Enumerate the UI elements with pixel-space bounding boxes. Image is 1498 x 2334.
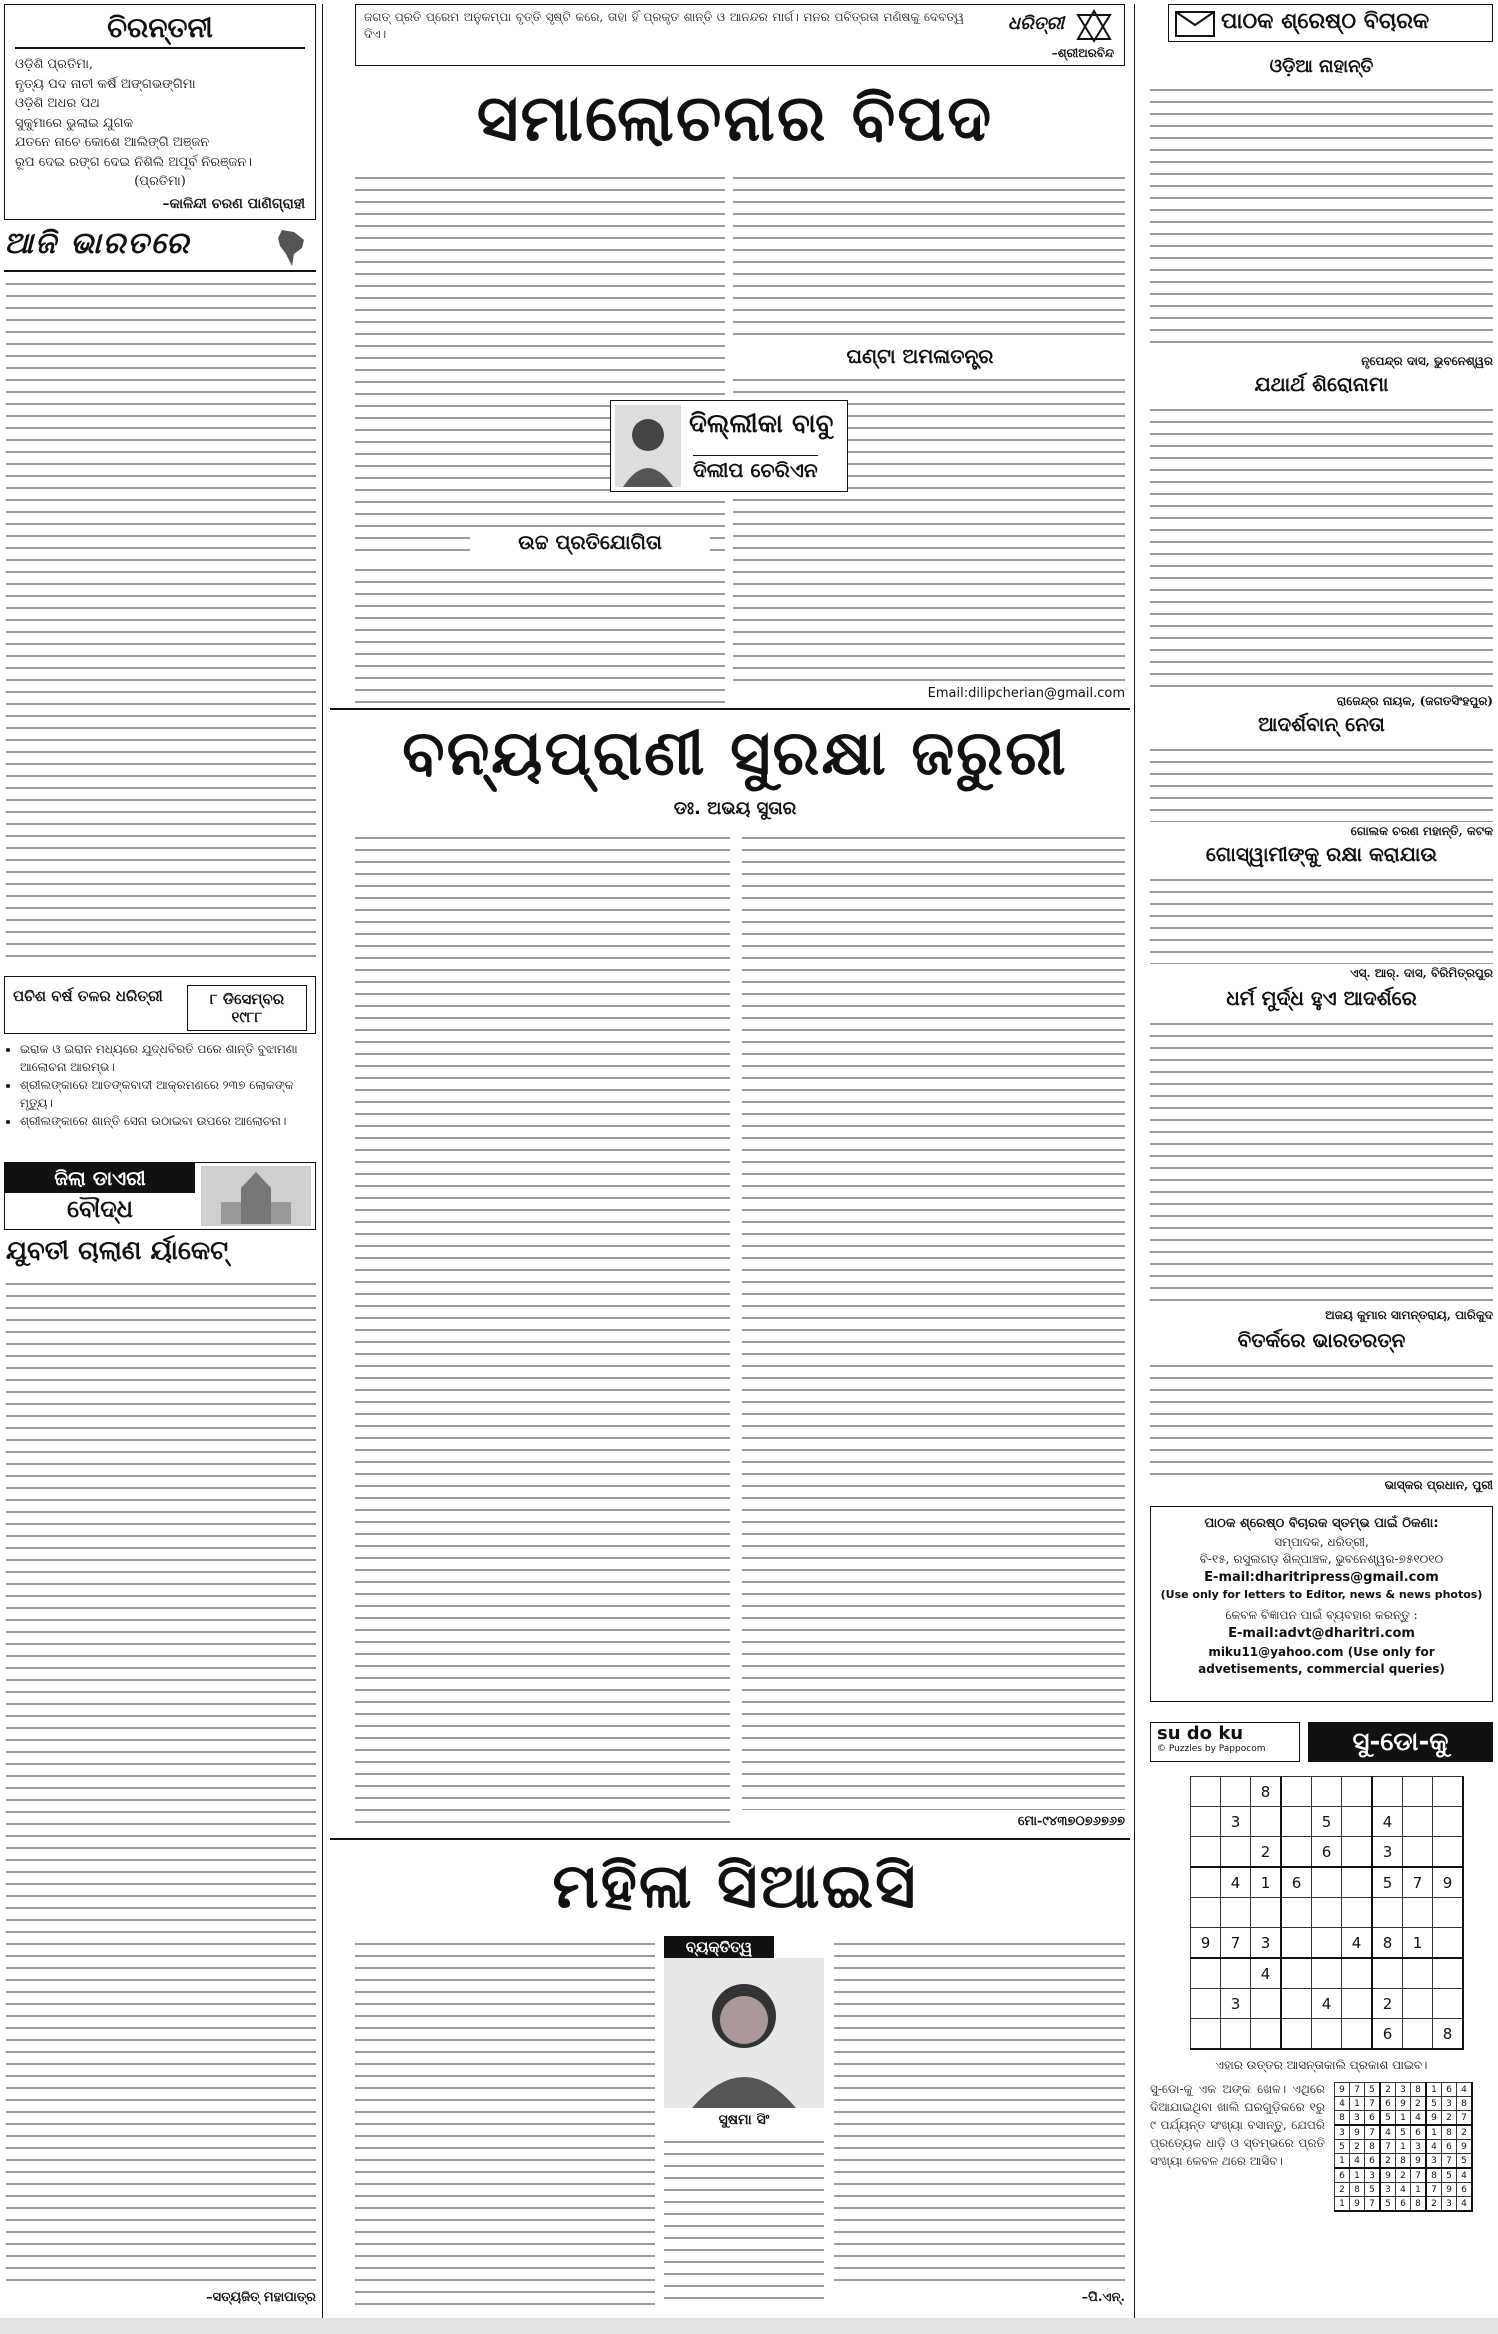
sudoku-cell[interactable]: [1221, 1837, 1251, 1868]
solution-cell: 4: [1335, 2097, 1350, 2111]
sudoku-cell[interactable]: [1342, 1898, 1373, 1928]
sudoku-cell[interactable]: [1221, 1898, 1251, 1928]
contact-ad-label: କେବଳ ବିଜ୍ଞାପନ ପାଇଁ ବ୍ୟବହାର କରନ୍ତୁ :: [1225, 1608, 1418, 1623]
wildlife-sign: ମୋ-୯୪୩୭୦୭୬୭୬୭: [1017, 1814, 1125, 1829]
sudoku-cell[interactable]: 6: [1372, 2019, 1403, 2050]
sudoku-cell[interactable]: [1251, 1989, 1282, 2019]
quote-text: ଜଗତ୍ ପ୍ରତି ପ୍ରେମ ଅନୁକମ୍ପା ବୃତ୍ତି ସୃଷ୍ଟି କରେ, ତାହା ହିଁ ପ୍ରକୃତ ଶାନ୍ତି ଓ ଆନନ୍ଦର ମାର୍ଗ। ମନର ପବିତ୍ରତା ମଣିଷକୁ ଦେବତ୍ୱ ଦିଏ।: [364, 10, 964, 41]
solution-cell: 8: [1365, 2140, 1381, 2154]
sudoku-cell[interactable]: [1403, 1777, 1433, 1807]
solution-cell: 8: [1396, 2154, 1411, 2169]
solution-cell: 7: [1426, 2183, 1442, 2197]
contact-email[interactable]: E-mail:advt@dharitri.com: [1228, 1625, 1415, 1641]
solution-cell: 8: [1442, 2125, 1457, 2140]
mahila-col-1: [355, 1936, 655, 2306]
sudoku-cell[interactable]: [1433, 1807, 1464, 1837]
sudoku-cell[interactable]: 6: [1312, 1837, 1342, 1868]
yuvati-headline: ଯୁବତୀ ଚାଲାଣ ର୍ୟାକେଟ୍: [6, 1236, 229, 1266]
solution-cell: 6: [1411, 2125, 1427, 2140]
sudoku-cell[interactable]: [1372, 1777, 1403, 1807]
sudoku-cell[interactable]: [1312, 2019, 1342, 2050]
temple-photo: [201, 1166, 311, 1226]
solution-cell: 7: [1350, 2083, 1365, 2097]
solution-cell: 5: [1380, 2111, 1396, 2126]
sudoku-cell[interactable]: [1312, 1777, 1342, 1807]
solution-cell: 1: [1350, 2097, 1365, 2111]
mahila-col-2: [664, 2134, 824, 2306]
sudoku-cell[interactable]: 8: [1433, 2019, 1464, 2050]
solution-cell: 3: [1335, 2125, 1350, 2140]
sudoku-cell[interactable]: [1433, 1989, 1464, 2019]
sudoku-cell[interactable]: [1251, 2019, 1282, 2050]
solution-cell: 6: [1380, 2097, 1396, 2111]
contact-address: ବି-୧୫, ରସୁଲଗଡ଼ ଶିଳ୍ପାଞ୍ଚଳ, ଭୁବନେଶ୍ୱର-୭୫୧୦୧୦: [1199, 1552, 1444, 1567]
solution-cell: 2: [1457, 2125, 1473, 2140]
sudoku-cell[interactable]: [1191, 1837, 1221, 1868]
solution-cell: 1: [1396, 2111, 1411, 2126]
solution-cell: 4: [1411, 2111, 1427, 2126]
h-divider: [330, 708, 1130, 710]
sudoku-cell[interactable]: [1342, 1777, 1373, 1807]
news-item: • ଇରାକ ଓ ଇରାନ ମଧ୍ୟରେ ଯୁଦ୍ଧବିରତି ପରେ ଶାନ୍ତି ବୁଝାମଣା ଆଲୋଚନା ଆରମ୍ଭ।: [20, 1040, 316, 1076]
sudoku-cell[interactable]: [1342, 1807, 1373, 1837]
sudoku-cell[interactable]: [1433, 1898, 1464, 1928]
solution-cell: 6: [1442, 2140, 1457, 2154]
page-bottom-strip: [0, 2318, 1498, 2334]
solution-cell: 9: [1350, 2125, 1365, 2140]
dilli-author: ଦିଲୀପ ଚେରିଏନ: [693, 455, 818, 482]
main-col-1b: [355, 562, 725, 710]
solution-cell: 2: [1335, 2183, 1350, 2197]
solution-cell: 4: [1457, 2197, 1473, 2212]
contact-email[interactable]: miku11@yahoo.com (Use only for advetisements, commercial queries): [1198, 1644, 1445, 1677]
letter-sign: ଏସ୍. ଆର୍. ଦାସ, ବିରିମିତ୍ରପୁର: [1350, 966, 1493, 980]
portrait-photo: [664, 1958, 824, 2108]
sudoku-cell[interactable]: [1312, 1867, 1342, 1898]
sudoku-cell[interactable]: [1342, 2019, 1373, 2050]
wildlife-col-1: [355, 830, 730, 1830]
zilla-district: ବୌଦ୍ଧ: [67, 1195, 133, 1223]
solution-cell: 5: [1396, 2125, 1411, 2140]
chirantani-title: ଚିରନ୍ତନୀ: [15, 11, 305, 49]
solution-cell: 7: [1457, 2111, 1473, 2126]
solution-cell: 1: [1335, 2197, 1350, 2212]
sudoku-cell[interactable]: [1342, 1958, 1373, 1989]
sudoku-cell[interactable]: [1312, 1928, 1342, 1959]
sudoku-cell[interactable]: [1403, 1989, 1433, 2019]
twentyfive-years-box: [4, 976, 316, 1034]
sudoku-howto: ସୁ-ଡୋ-କୁ ଏକ ଅଙ୍କ ଖେଳ। ଏଥିରେ ଦିଆଯାଇଥିବା ଖାଲି ଘରଗୁଡ଼ିକରେ ୧ରୁ ୯ ପର୍ଯ୍ୟନ୍ତ ସଂଖ୍ୟା ବସାନ୍ତୁ, ଯେପରି ପ୍ରତ୍ୟେକ ଧାଡ଼ି ଓ ସ୍ତମ୍ଭରେ ପ୍ରତି ସଂଖ୍ୟା କେବଳ ଥରେ ଆସିବ।: [1150, 2082, 1325, 2168]
sudoku-cell[interactable]: [1251, 1807, 1282, 1837]
sudoku-cell[interactable]: [1372, 1898, 1403, 1928]
chirantani-box: [4, 4, 316, 220]
mahila-sign: –ପି.ଏନ୍.: [1081, 2290, 1125, 2305]
twentyfive-date: ୮ ଡିସେମ୍ବର ୧୯୮୮: [187, 985, 307, 1031]
wildlife-byline: ଡଃ. ଅଭୟ ସୁତାର: [673, 798, 797, 819]
sudoku-cell[interactable]: [1191, 1867, 1221, 1898]
main-headline: ସମାଲୋଚନାର ବିପଦ: [476, 82, 994, 156]
sudoku-cell[interactable]: [1221, 1777, 1251, 1807]
solution-cell: 6: [1457, 2183, 1473, 2197]
solution-cell: 6: [1335, 2168, 1350, 2183]
zilla-diary-title: ଜିଲା ଡାଏରୀ: [5, 1163, 195, 1193]
star-emblem-icon: [1074, 9, 1114, 43]
solution-cell: 9: [1380, 2168, 1396, 2183]
sudoku-cell[interactable]: [1191, 1989, 1221, 2019]
poem-author: –କାଳିନ୍ଦୀ ଚରଣ ପାଣିଗ୍ରାହୀ: [162, 195, 305, 212]
mahila-badge: ବ୍ୟକ୍ତିତ୍ୱ: [664, 1936, 774, 1958]
sudoku-cell[interactable]: 3: [1221, 1989, 1251, 2019]
news-item: • ଶ୍ରୀଲଙ୍କାରେ ଶାନ୍ତି ସେନା ଉଠାଇବା ଉପରେ ଆଲୋଚନା।: [20, 1112, 316, 1130]
letter-body: [1150, 742, 1493, 822]
solution-cell: 4: [1426, 2140, 1442, 2154]
solution-cell: 1: [1396, 2140, 1411, 2154]
sudoku-cell[interactable]: [1372, 1958, 1403, 1989]
columnist-photo: [615, 405, 681, 487]
sudoku-cell[interactable]: [1281, 1898, 1312, 1928]
sudoku-cell[interactable]: [1403, 1837, 1433, 1868]
letter-sign: ଅଜୟ କୁମାର ସାମନ୍ତରାୟ, ପାରିକୁଦ: [1325, 1308, 1493, 1322]
solution-cell: 9: [1350, 2197, 1365, 2212]
solution-cell: 5: [1442, 2168, 1457, 2183]
wildlife-col-2: [742, 830, 1125, 1810]
letters-title: ପାଠକ ଶ୍ରେଷ୍ଠ ବିଚାରକ: [1221, 9, 1430, 34]
sudoku-cell[interactable]: 1: [1403, 1928, 1433, 1959]
sudoku-cell[interactable]: 9: [1191, 1928, 1221, 1959]
solution-cell: 9: [1442, 2183, 1457, 2197]
solution-cell: 7: [1411, 2168, 1427, 2183]
mahila-headline: ମହିଳା ସିଆଇସି: [552, 1849, 918, 1922]
sudoku-cell[interactable]: [1403, 1958, 1433, 1989]
sudoku-cell[interactable]: 1: [1251, 1867, 1282, 1898]
poem-line: ଓଡ଼ିଶି ଅଧର ପଥ: [15, 96, 100, 111]
solution-cell: 4: [1457, 2083, 1473, 2097]
solution-cell: 7: [1380, 2140, 1396, 2154]
sudoku-cell[interactable]: [1281, 2019, 1312, 2050]
solution-cell: 8: [1411, 2197, 1427, 2212]
poem-line: ରୂପ ଦେଇ ରଙ୍ଗ ଦେଇ ନିଶିଲି ଅପୂର୍ବ ନିରଞ୍ଜନ।: [15, 154, 253, 170]
letter-title: ଯଥାର୍ଥ ଶିରୋନାମା: [1254, 372, 1389, 396]
subhead-ucha: ଉଚ୍ଚ ପ୍ରତିଯୋଗିତା: [470, 530, 710, 554]
india-map-icon: [274, 228, 310, 268]
letter-title: ଓଡ଼ିଆ ନାହାନ୍ତି: [1269, 56, 1374, 77]
sudoku-credit: © Puzzles by Pappocom: [1157, 1744, 1266, 1754]
solution-cell: 4: [1350, 2154, 1365, 2169]
solution-cell: 3: [1380, 2183, 1396, 2197]
solution-cell: 4: [1457, 2168, 1473, 2183]
sudoku-cell[interactable]: [1191, 1777, 1221, 1807]
sudoku-cell[interactable]: 6: [1281, 1867, 1312, 1898]
poem-line: ଓଡ଼ିଶି ପ୍ରତିମା,: [15, 57, 94, 72]
solution-cell: 5: [1380, 2197, 1396, 2212]
column-divider: [1134, 4, 1135, 2324]
news-item: • ଶ୍ରୀଲଙ୍କାରେ ଆତଙ୍କବାଦୀ ଆକ୍ରମଣରେ ୨୩୭ ଲୋକଙ୍କ ମୃତ୍ୟୁ।: [20, 1076, 316, 1112]
contact-intro: ପାଠକ ଶ୍ରେଷ୍ଠ ବିଚାରକ ସ୍ତମ୍ଭ ପାଇଁ ଠିକଣା:: [1204, 1516, 1439, 1531]
solution-cell: 8: [1335, 2111, 1350, 2126]
sudoku-cell[interactable]: [1221, 2019, 1251, 2050]
contact-box: [1150, 1506, 1493, 1702]
sudoku-cell[interactable]: [1403, 2019, 1433, 2050]
sudoku-cell[interactable]: 2: [1372, 1989, 1403, 2019]
contact-email-note: (Use only for letters to Editor, news & news photos): [1160, 1588, 1483, 1602]
solution-cell: 6: [1365, 2154, 1381, 2169]
solution-cell: 1: [1350, 2168, 1365, 2183]
wildlife-headline: ବନ୍ୟପ୍ରାଣୀ ସୁରକ୍ଷା ଜରୁରୀ: [402, 716, 1068, 789]
sudoku-title: ସୁ-ଡୋ-କୁ: [1308, 1722, 1493, 1762]
sudoku-cell[interactable]: 3: [1221, 1807, 1251, 1837]
solution-cell: 2: [1442, 2111, 1457, 2126]
sudoku-cell[interactable]: 5: [1312, 1807, 1342, 1837]
sudoku-cell[interactable]: [1312, 1898, 1342, 1928]
twentyfive-label: ପଚିଶ ବର୍ଷ ତଳର ଧରିତ୍ରୀ: [13, 987, 163, 1005]
sudoku-cell[interactable]: 8: [1372, 1928, 1403, 1959]
yuvati-body: [6, 1276, 316, 2286]
sudoku-cell[interactable]: [1433, 1777, 1464, 1807]
sudoku-cell[interactable]: [1191, 1898, 1221, 1928]
sudoku-cell[interactable]: [1403, 1807, 1433, 1837]
solution-cell: 9: [1396, 2097, 1411, 2111]
mahila-photo-box: [664, 1936, 824, 2126]
solution-cell: 2: [1396, 2168, 1411, 2183]
solution-cell: 1: [1426, 2125, 1442, 2140]
sudoku-cell[interactable]: 7: [1403, 1867, 1433, 1898]
letter-sign: ରାଜେନ୍ଦ୍ର ନାୟକ, (ଜଗତସିଂହପୁର): [1336, 694, 1493, 708]
letters-header: [1168, 4, 1493, 42]
sudoku-cell[interactable]: 2: [1251, 1837, 1282, 1868]
sudoku-brand: su do ku: [1157, 1723, 1244, 1744]
letter-sign: ଭାସ୍କର ପ୍ରଧାନ, ପୁରୀ: [1384, 1478, 1493, 1492]
solution-cell: 3: [1442, 2097, 1457, 2111]
sudoku-cell[interactable]: [1281, 1989, 1312, 2019]
solution-cell: 7: [1365, 2125, 1381, 2140]
dilli-title: ଦିଲ୍ଲୀକା ବାବୁ: [689, 409, 834, 439]
solution-cell: 1: [1335, 2154, 1350, 2169]
sudoku-cell[interactable]: [1251, 1898, 1282, 1928]
poem-line: ସୁକୁମାରେ ଭୁଲାଇ ଯୁଗକ: [15, 115, 134, 131]
solution-cell: 9: [1457, 2140, 1473, 2154]
aji-bharatare-title: ଆଜି ଭାରତରେ: [4, 226, 191, 261]
sudoku-brand-box: [1150, 1722, 1300, 1762]
solution-cell: 9: [1335, 2083, 1350, 2097]
main-col-2: [733, 170, 1125, 345]
dharitri-logo: ଧରିତ୍ରୀ: [1007, 13, 1064, 34]
sudoku-cell[interactable]: 5: [1372, 1867, 1403, 1898]
sudoku-cell[interactable]: [1342, 1867, 1373, 1898]
solution-cell: 3: [1426, 2154, 1442, 2169]
letter-sign: ଗୋଲକ ଚରଣ ମହାନ୍ତି, କଟକ: [1350, 824, 1493, 838]
solution-cell: 7: [1365, 2197, 1381, 2212]
letter-title: ବିତର୍କରେ ଭାରତରତ୍ନ: [1237, 1328, 1406, 1352]
sudoku-cell[interactable]: 4: [1221, 1867, 1251, 1898]
sudoku-solution-wrap: [1334, 2082, 1473, 2212]
solution-cell: 3: [1442, 2197, 1457, 2212]
sudoku-cell[interactable]: [1191, 1807, 1221, 1837]
solution-cell: 7: [1365, 2097, 1381, 2111]
letter-title: ଧର୍ମ ମୁର୍ଦ୍ଧ ହୁଏ ଆଦର୍ଶରେ: [1226, 986, 1417, 1010]
column-divider: [322, 4, 323, 2324]
sudoku-cell[interactable]: 4: [1312, 1989, 1342, 2019]
sudoku-cell[interactable]: [1191, 1958, 1221, 1989]
letter-body: [1150, 1358, 1493, 1476]
solution-cell: 3: [1396, 2083, 1411, 2097]
zilla-diary-box: [4, 1162, 316, 1230]
sudoku-cell[interactable]: [1342, 1837, 1373, 1868]
sudoku-cell[interactable]: [1433, 1837, 1464, 1868]
sudoku-cell[interactable]: [1281, 1928, 1312, 1959]
sudoku-cell[interactable]: [1191, 2019, 1221, 2050]
sudoku-cell[interactable]: 3: [1372, 1837, 1403, 1868]
mahila-caption: ସୁଷମା ସିଂ: [718, 2112, 770, 2128]
letter-body: [1150, 402, 1493, 692]
sudoku-answer-caption: ଏହାର ଉତ୍ତର ଆସନ୍ତାକାଲି ପ୍ରକାଶ ପାଇବ।: [1215, 2058, 1428, 2072]
twentyfive-items: [6, 1040, 316, 1155]
solution-cell: 3: [1411, 2140, 1427, 2154]
sudoku-cell[interactable]: 7: [1221, 1928, 1251, 1959]
sudoku-cell[interactable]: [1281, 1958, 1312, 1989]
solution-cell: 6: [1442, 2083, 1457, 2097]
dilli-column-box: [610, 400, 848, 492]
solution-cell: 5: [1426, 2097, 1442, 2111]
quote-author: –ଶ୍ରୀଅରବିନ୍ଦ: [1051, 46, 1114, 60]
solution-cell: 6: [1365, 2111, 1381, 2126]
sudoku-cell[interactable]: 4: [1251, 1958, 1282, 1989]
sudoku-cell[interactable]: 4: [1342, 1928, 1373, 1959]
letter-body: [1150, 1016, 1493, 1306]
sudoku-cell[interactable]: [1221, 1958, 1251, 1989]
envelope-icon: [1175, 11, 1215, 37]
sudoku-cell[interactable]: [1342, 1989, 1373, 2019]
solution-cell: 5: [1335, 2140, 1350, 2154]
quote-box: [355, 4, 1125, 66]
solution-cell: 2: [1350, 2140, 1365, 2154]
sudoku-grid[interactable]: [1190, 1776, 1464, 2050]
yuvati-sign: –ସତ୍ୟଜିତ୍ ମହାପାତ୍ର: [206, 2290, 316, 2305]
solution-cell: 6: [1396, 2197, 1411, 2212]
letter-body: [1150, 82, 1493, 352]
poem-line: ନୃତ୍ୟ ପଦ ନାଚୀ କର୍ଷି ଅଙ୍ଗଭଙ୍ଗିମା: [15, 76, 196, 92]
sudoku-cell[interactable]: [1281, 1837, 1312, 1868]
solution-cell: 3: [1350, 2111, 1365, 2126]
solution-cell: 8: [1457, 2097, 1473, 2111]
h-divider: [330, 1838, 1130, 1840]
solution-cell: 5: [1365, 2183, 1381, 2197]
solution-cell: 8: [1350, 2183, 1365, 2197]
letter-body: [1150, 872, 1493, 964]
sudoku-cell[interactable]: 4: [1372, 1807, 1403, 1837]
letter-title: ଆଦର୍ଶବାନ୍ ନେତା: [1258, 712, 1385, 736]
sudoku-header: [1150, 1722, 1493, 1762]
letter-sign: ନୃପେନ୍ଦ୍ର ଦାସ, ଭୁବନେଶ୍ୱର: [1361, 354, 1493, 368]
mahila-col-3: [834, 1936, 1125, 2286]
sudoku-cell[interactable]: 3: [1251, 1928, 1282, 1959]
dilli-email: Email:dilipcherian@gmail.com: [927, 686, 1125, 701]
solution-cell: 8: [1411, 2083, 1427, 2097]
sudoku-cell[interactable]: [1281, 1807, 1312, 1837]
solution-cell: 1: [1411, 2183, 1427, 2197]
sudoku-solution: [1334, 2082, 1473, 2212]
solution-cell: 8: [1426, 2168, 1442, 2183]
solution-cell: 5: [1365, 2083, 1381, 2097]
aji-bharatare-body: [6, 276, 316, 966]
solution-cell: 2: [1380, 2154, 1396, 2169]
aji-bharatare-banner: [4, 226, 316, 272]
solution-cell: 1: [1426, 2083, 1442, 2097]
sudoku-cell[interactable]: 9: [1433, 1867, 1464, 1898]
main-col-1: [355, 170, 725, 552]
solution-cell: 9: [1411, 2154, 1427, 2169]
solution-cell: 9: [1426, 2111, 1442, 2126]
solution-cell: 2: [1426, 2197, 1442, 2212]
sudoku-cell[interactable]: [1403, 1898, 1433, 1928]
sudoku-cell[interactable]: [1433, 1958, 1464, 1989]
solution-cell: 2: [1380, 2083, 1396, 2097]
solution-cell: 4: [1380, 2125, 1396, 2140]
solution-cell: 4: [1396, 2183, 1411, 2197]
sudoku-cell[interactable]: 8: [1251, 1777, 1282, 1807]
poem-line: (ପ୍ରତିମା): [134, 174, 186, 189]
solution-cell: 2: [1411, 2097, 1427, 2111]
sudoku-cell[interactable]: [1433, 1928, 1464, 1959]
subhead-ghanta: ଘଣ୍ଟା ଅମଳାତନ୍ତ୍ର: [846, 344, 994, 368]
sudoku-grid-wrap: [1190, 1776, 1464, 2050]
poem-line: ଯତନେ ନାଚେ କୋଶେ ଆଲିଙ୍ଗି ଅଞ୍ଜନ: [15, 135, 210, 150]
sudoku-cell[interactable]: [1281, 1777, 1312, 1807]
letter-title: ଗୋସ୍ୱାମୀଙ୍କୁ ରକ୍ଷା କରାଯାଉ: [1205, 842, 1438, 866]
solution-cell: 3: [1365, 2168, 1381, 2183]
solution-cell: 7: [1442, 2154, 1457, 2169]
sudoku-cell[interactable]: [1312, 1958, 1342, 1989]
contact-email[interactable]: E-mail:dharitripress@gmail.com: [1204, 1569, 1439, 1585]
solution-cell: 5: [1457, 2154, 1473, 2169]
contact-address: ସମ୍ପାଦକ, ଧରିତ୍ରୀ,: [1274, 1534, 1369, 1549]
